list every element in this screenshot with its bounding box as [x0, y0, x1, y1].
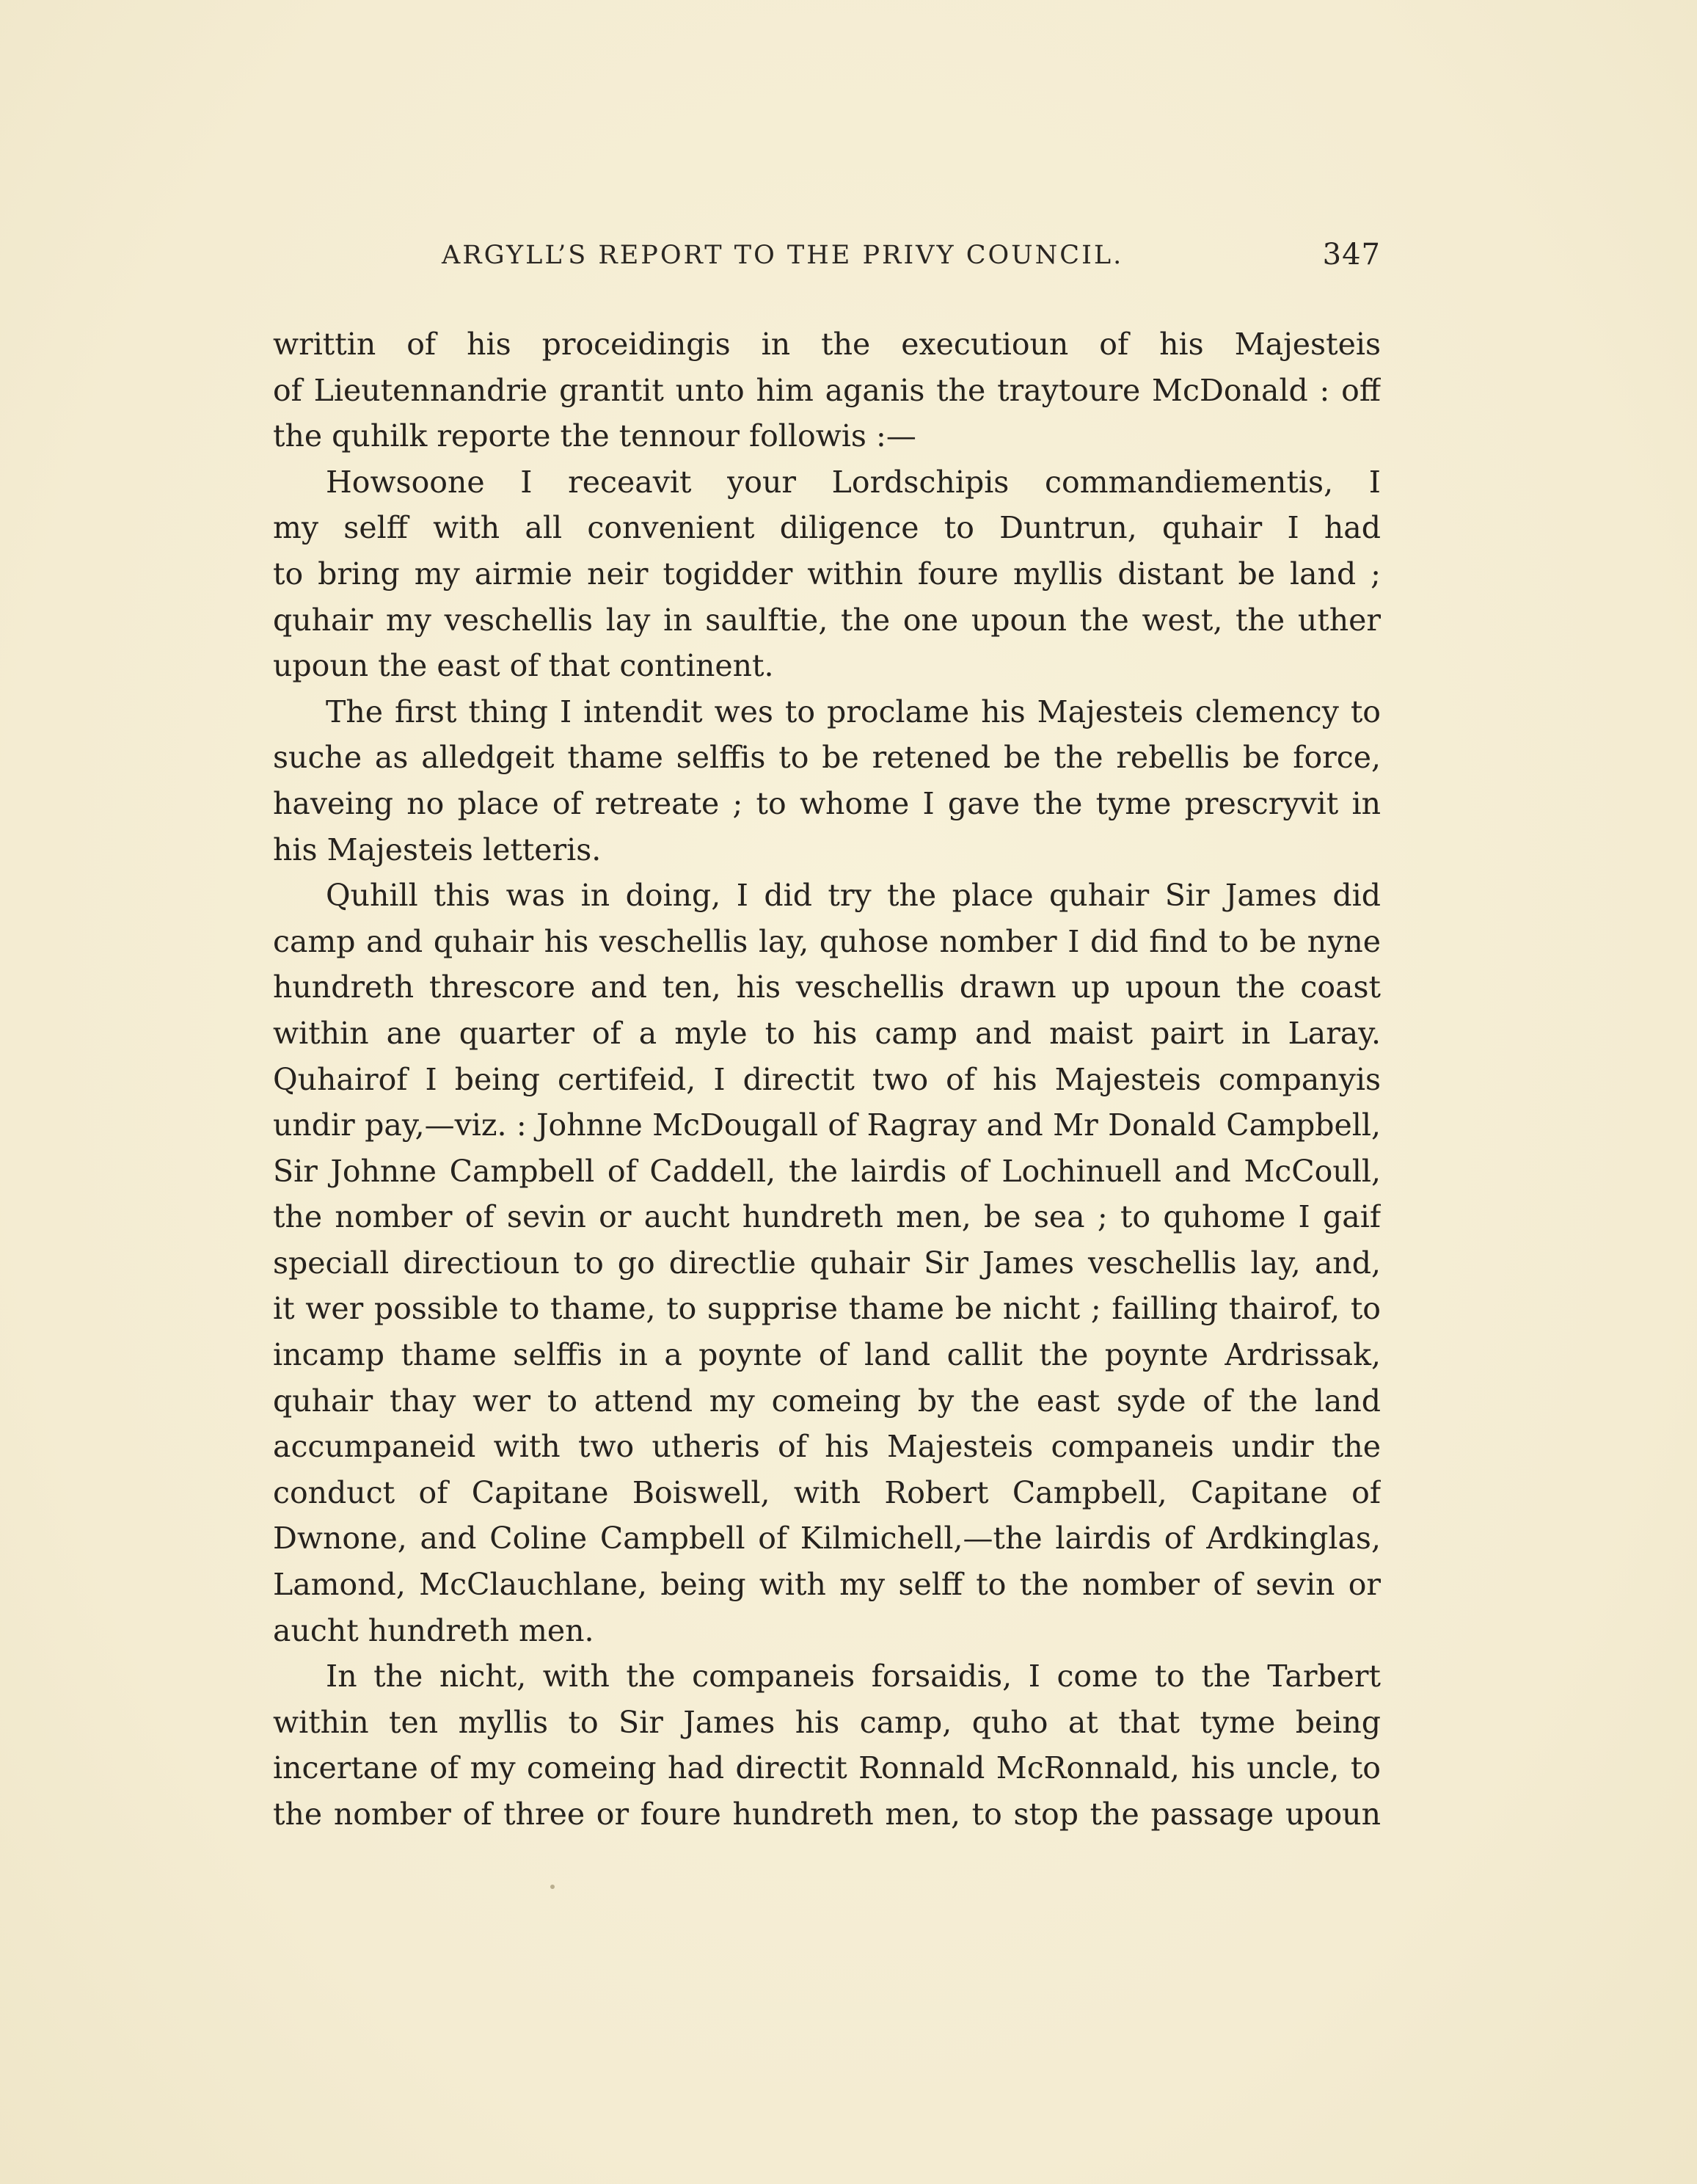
text-line: quhair thay wer to attend my comeing by the east syde of the land: [273, 1383, 1381, 1419]
text-line: incamp thame selffis in a poynte of land callit the poynte Ardrissak,: [273, 1337, 1381, 1373]
text-line: within ane quarter of a myle to his camp and maist pairt in Laray.: [273, 1015, 1381, 1051]
text-line: hundreth threscore and ten, his veschellis drawn up upoun the coast: [273, 969, 1381, 1005]
paragraph: [273, 459, 1381, 689]
text-line: Howsoone I receavit your Lordschipis commandiementis, I: [326, 464, 1381, 500]
paragraph: [273, 689, 1381, 873]
text-line: the quhilk reporte the tennour followis :—: [273, 418, 916, 454]
text-line: my selff with all convenient diligence to Duntrun, quhair I had: [273, 510, 1381, 546]
text-line: speciall directioun to go directlie quhair Sir James veschellis lay, and,: [273, 1245, 1381, 1281]
running-title: ARGYLL’S REPORT TO THE PRIVY COUNCIL.: [442, 241, 1124, 270]
text-line: conduct of Capitane Boiswell, with Robert Campbell, Capitane of: [273, 1474, 1381, 1510]
text-line: incertane of my comeing had directit Ronnald McRonnald, his uncle, to: [273, 1750, 1381, 1786]
text-line: his Majesteis letteris.: [273, 831, 602, 867]
paragraph: [273, 873, 1381, 1653]
text-line: Dwnone, and Coline Campbell of Kilmichell,—the lairdis of Ardkinglas,: [273, 1521, 1381, 1557]
paragraph: [273, 321, 1381, 459]
text-line: undir pay,—viz. : Johnne McDougall of Ragray and Mr Donald Campbell,: [273, 1107, 1381, 1143]
text-line: camp and quhair his veschellis lay, quhose nomber I did find to be nyne: [273, 923, 1381, 959]
text-line: accumpaneid with two utheris of his Majesteis companeis undir the: [273, 1429, 1381, 1465]
text-line: Sir Johnne Campbell of Caddell, the lairdis of Lochinuell and McCoull,: [273, 1153, 1381, 1189]
text-line: The first thing I intendit wes to proclame his Majesteis clemency to: [326, 694, 1381, 729]
text-line: of Lieutennandrie grantit unto him aganis the traytoure McDonald : off: [273, 372, 1381, 408]
ink-speck: [550, 1885, 555, 1889]
body-text: [273, 321, 1381, 1838]
text-line: aucht hundreth men.: [273, 1612, 594, 1648]
text-line: upoun the east of that continent.: [273, 648, 774, 684]
text-line: the nomber of three or foure hundreth men, to stop the passage upoun: [273, 1797, 1381, 1832]
text-line: In the nicht, with the companeis forsaidis, I come to the Tarbert: [326, 1659, 1381, 1695]
text-line: haveing no place of retreate ; to whome I gave the tyme prescryvit in: [273, 785, 1381, 821]
text-line: Quhill this was in doing, I did try the place quhair Sir James did: [326, 878, 1381, 914]
text-line: suche as alledgeit thame selffis to be retened be the rebellis be force,: [273, 740, 1381, 776]
text-line: it wer possible to thame, to supprise thame be nicht ; failling thairof, to: [273, 1291, 1381, 1327]
page-number: 347: [1322, 238, 1381, 272]
paragraph: [273, 1653, 1381, 1837]
text-line: the nomber of sevin or aucht hundreth men, be sea ; to quhome I gaif: [273, 1199, 1381, 1235]
running-head: [273, 236, 1381, 280]
text-line: Lamond, McClauchlane, being with my selff to the nomber of sevin or: [273, 1567, 1381, 1603]
text-line: quhair my veschellis lay in saulftie, the one upoun the west, the uther: [273, 602, 1381, 638]
text-line: to bring my airmie neir togidder within foure myllis distant be land ;: [273, 556, 1381, 592]
text-line: writtin of his proceidingis in the executioun of his Majesteis: [273, 327, 1381, 362]
text-line: Quhairof I being certifeid, I directit two of his Majesteis companyis: [273, 1061, 1381, 1097]
text-line: within ten myllis to Sir James his camp, quho at that tyme being: [273, 1704, 1381, 1740]
